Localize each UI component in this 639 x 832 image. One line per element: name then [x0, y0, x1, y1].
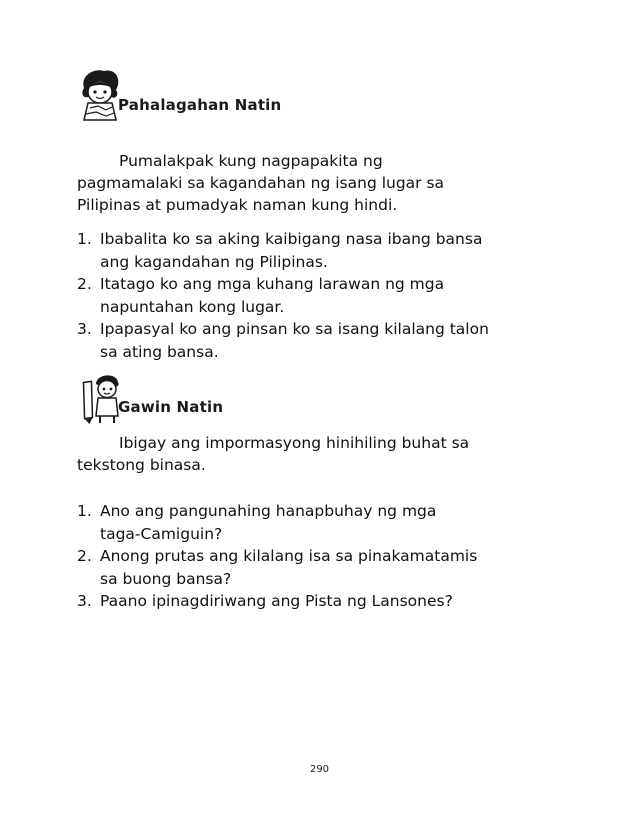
list-item — [77, 545, 547, 590]
item-line: sa buong bansa? — [100, 569, 232, 588]
item-line: taga-Camiguin? — [100, 524, 223, 543]
question-list — [77, 500, 547, 613]
girl-mascot-icon — [76, 66, 124, 122]
item-number: 2. — [77, 547, 92, 565]
instruction-paragraph — [77, 432, 547, 476]
item-line: Paano ipinagdiriwang ang Pista ng Lansones? — [100, 592, 453, 610]
section-title: Pahalagahan Natin — [118, 96, 282, 114]
boy-pencil-mascot-icon — [76, 368, 124, 424]
item-line: Itatago ko ang mga kuhang larawan ng mga — [100, 275, 445, 293]
list-item — [77, 228, 547, 273]
item-number: 3. — [77, 320, 92, 338]
instruction-paragraph — [77, 150, 547, 216]
intro-line: Ibigay ang impormasyong hinihiling buhat sa — [119, 434, 470, 452]
list-item — [77, 318, 547, 363]
intro-line: tekstong binasa. — [77, 456, 206, 474]
section-title: Gawin Natin — [118, 398, 224, 416]
item-line: Ipapasyal ko ang pinsan ko sa isang kilalang talon — [100, 320, 489, 338]
section-header-pahalagahan — [76, 66, 281, 122]
item-line: napuntahan kong lugar. — [100, 297, 285, 316]
item-line: Ano ang pangunahing hanapbuhay ng mga — [100, 502, 437, 520]
intro-line: Pumalakpak kung nagpapakita ng — [119, 152, 383, 170]
item-line: ang kagandahan ng Pilipinas. — [100, 252, 328, 271]
intro-line: pagmamalaki sa kagandahan ng isang lugar sa — [77, 174, 445, 192]
item-number: 3. — [77, 592, 92, 610]
page-number: 290 — [309, 764, 330, 775]
list-item — [77, 500, 547, 545]
list-item — [77, 590, 547, 613]
item-number: 1. — [77, 230, 92, 248]
item-line: Anong prutas ang kilalang isa sa pinakamatamis — [100, 547, 478, 565]
item-number: 2. — [77, 275, 92, 293]
item-line: Ibabalita ko sa aking kaibigang nasa ibang bansa — [100, 230, 483, 248]
statement-list — [77, 228, 547, 363]
item-line: sa ating bansa. — [100, 342, 219, 361]
item-number: 1. — [77, 502, 92, 520]
section-header-gawin — [76, 368, 223, 424]
intro-line: Pilipinas at pumadyak naman kung hindi. — [77, 196, 398, 214]
list-item — [77, 273, 547, 318]
